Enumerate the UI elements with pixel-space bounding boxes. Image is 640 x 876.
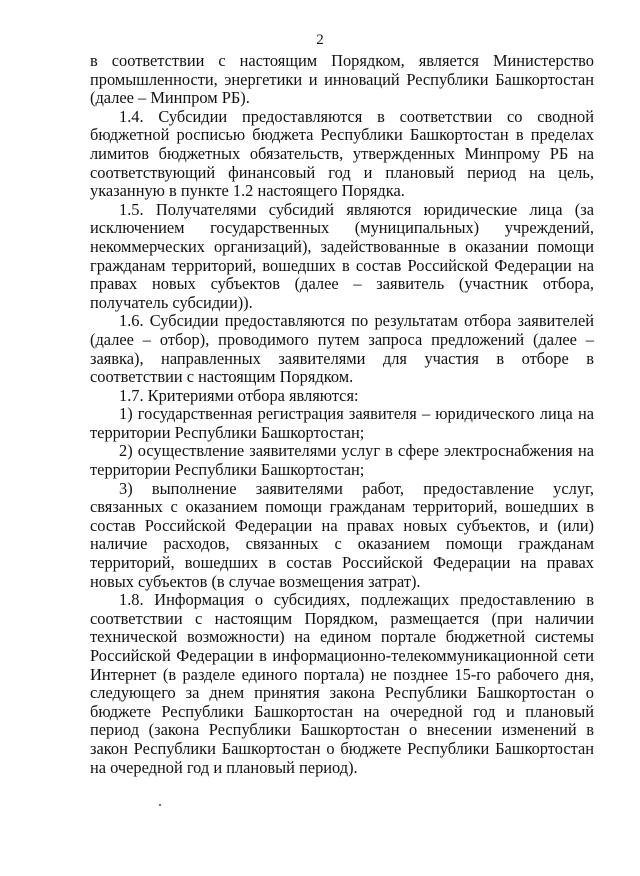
paragraph-continuation: в соответствии с настоящим Порядком, является Министерство промышленности, энергетики и инноваций Республики Башкортостан (далее – Минпром РБ). bbox=[90, 51, 594, 108]
criterion-2: 2) осуществление заявителями услуг в сфере электроснабжения на территории Республики Башкортостан; bbox=[90, 441, 594, 480]
criterion-1: 1) государственная регистрация заявителя – юридического лица на территории Республики Башкортостан; bbox=[90, 404, 594, 442]
paragraph-1-5: 1.5. Получателями субсидий являются юридические лица (за исключением государственных (муниципальных) учреждений, некоммерческих организаций), задействованные в оказании помощи гражданам территорий, вошедших в состав Российской Федерации на правах новых субъектов (далее – заявитель (участник отбора, получатель субсидии)). bbox=[90, 199, 594, 312]
page-number: 2 bbox=[316, 32, 324, 48]
document-body bbox=[90, 52, 594, 777]
paragraph-1-6: 1.6. Субсидии предоставляются по результатам отбора заявителей (далее – отбор), проводимого путем запроса предложений (далее – заявка), направленных заявителями для участия в отборе в соответствии с настоящим Порядком. bbox=[90, 311, 594, 387]
paragraph-1-8: 1.8. Информация о субсидиях, подлежащих предоставлению в соответствии с настоящим Порядком, размещается (при наличии технической возможности) на едином портале бюджетной системы Российской Федерации в информационно-телекоммуникационной сети Интернет (в разделе единого портала) не позднее 15-го рабочего дня, следующего за днем принятия закона Республики Башкортостан о бюджете Республики Башкортостан на очередной год и плановый период (закона Республики Башкортостан о внесении изменений в закон Республики Башкортостан о бюджете Республики Башкортостан на очередной год и плановый период). bbox=[90, 590, 594, 777]
scan-speck bbox=[159, 804, 161, 806]
paragraph-1-7: 1.7. Критериями отбора являются: bbox=[119, 385, 359, 405]
criterion-3: 3) выполнение заявителями работ, предоставление услуг, связанных с оказанием помощи гражданам территорий, вошедших в состав Российской Федерации на правах новых субъектов, и (или) наличие расходов, связанных с оказанием помощи гражданам территорий, вошедших в состав Российской Федерации на правах новых субъектов (в случае возмещения затрат). bbox=[90, 478, 594, 591]
paragraph-1-4: 1.4. Субсидии предоставляются в соответствии со сводной бюджетной росписью бюджета Республики Башкортостан в пределах лимитов бюджетных обязательств, утвержденных Минпрому РБ на соответствующий финансовый год и плановый период на цель, указанную в пункте 1.2 настоящего Порядка. bbox=[90, 106, 594, 201]
